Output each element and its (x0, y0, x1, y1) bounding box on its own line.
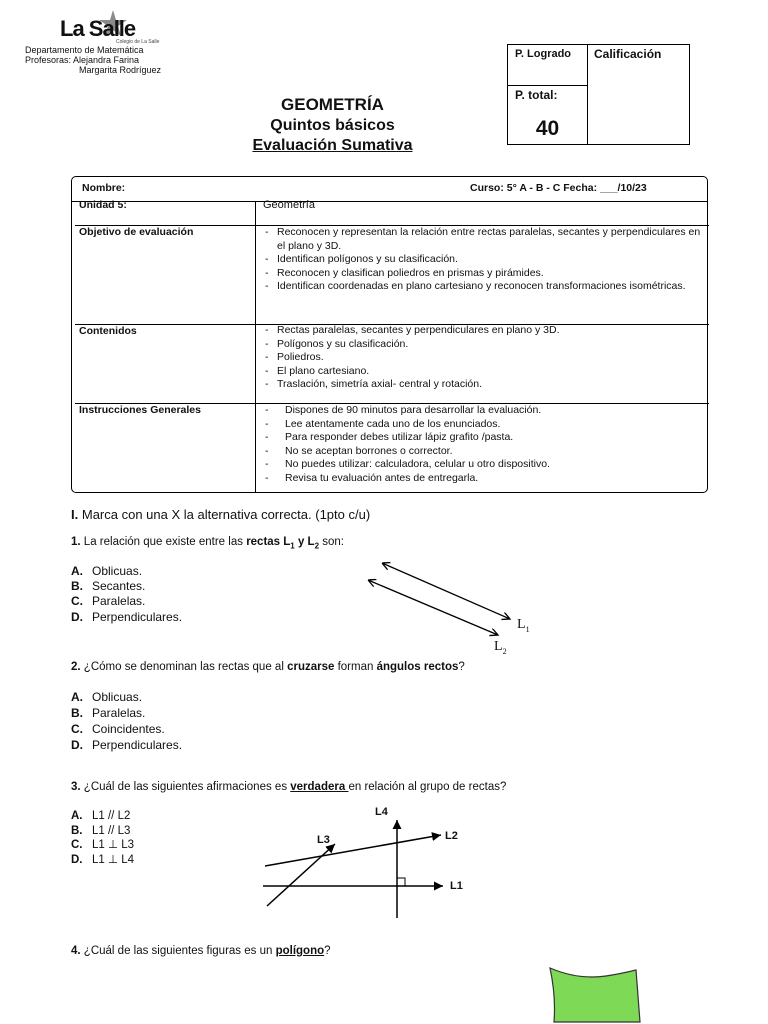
q1-options (71, 564, 182, 625)
option-b[interactable] (71, 824, 134, 839)
question-1 (71, 536, 344, 550)
section-heading (71, 507, 370, 522)
q4-text: ¿Cuál de las siguientes figuras es un (83, 945, 276, 957)
q3-options (71, 809, 134, 867)
label-l2: $L_2$ (494, 639, 507, 656)
option-b[interactable] (71, 705, 182, 721)
q1-bold2: y L (294, 536, 315, 548)
label-l2: L2 (445, 830, 458, 842)
option-a[interactable] (71, 809, 134, 824)
instructions-label: Instrucciones Generales (79, 404, 201, 416)
option-letter: B. (71, 706, 83, 720)
option-a[interactable] (71, 689, 182, 705)
content-item: - Traslación, simetría axial- central y rotación. (263, 378, 703, 392)
right-angle-mark (397, 878, 405, 886)
instructions-row (75, 403, 709, 492)
instruction-item: - Revisa tu evaluación antes de entregarla. (263, 472, 703, 486)
option-text: L1 // L3 (92, 824, 131, 837)
green-shape-figure (548, 966, 648, 1024)
q4-post: ? (324, 945, 331, 957)
option-letter: A. (71, 690, 83, 704)
content-item: - Poliedros. (263, 351, 703, 365)
q4-number: 4. (71, 945, 81, 957)
option-letter: B. (71, 824, 83, 837)
green-shape[interactable] (550, 968, 640, 1022)
q1-bold: rectas L (246, 536, 291, 548)
objective-item: - Reconocen y representan la relación entre rectas paralelas, secantes y perpendiculares en el plano y 3D. (263, 226, 703, 253)
objective-item: - Identifican coordenadas en plano cartesiano y reconocen transformaciones isométricas. (263, 280, 703, 294)
section-number: I. (71, 507, 79, 522)
option-text: Secantes. (92, 579, 146, 594)
score-achieved-label: P. Logrado (515, 48, 572, 60)
option-text: Oblicuas. (92, 564, 143, 578)
department-info (25, 45, 161, 75)
option-text: Paralelas. (92, 706, 146, 720)
option-letter: D. (71, 609, 83, 624)
option-text: L1 ⊥ L3 (92, 839, 134, 851)
unit-value: Geometría (263, 199, 315, 211)
section-text: Marca con una X la alternativa correcta. (1pto c/u) (81, 507, 371, 522)
lines-figure (255, 800, 475, 925)
q2-bold1: cruzarse (287, 661, 335, 673)
score-box (507, 44, 690, 145)
option-d[interactable] (71, 853, 134, 868)
q2-bold2: ángulos rectos (376, 661, 459, 673)
content-item: - El plano cartesiano. (263, 365, 703, 379)
objective-row (75, 225, 709, 325)
line-l1 (382, 563, 510, 619)
label-l3: L3 (317, 834, 330, 846)
option-letter: D. (71, 853, 83, 866)
teachers: Profesoras: Alejandra Farina (25, 55, 140, 65)
q3-number: 3. (71, 781, 81, 793)
option-text: L1 // L2 (92, 810, 131, 822)
option-text: Perpendiculares. (92, 609, 183, 624)
unit-label: Unidad 5: (79, 199, 127, 211)
content-item: - Polígonos y su clasificación. (263, 338, 703, 352)
school-logo (20, 6, 190, 50)
option-letter: C. (71, 839, 83, 851)
question-3 (71, 781, 506, 793)
q2-mid: forman (334, 661, 377, 673)
q1-sub1: 1 (290, 541, 295, 551)
title-subject: GEOMETRÍA (281, 95, 384, 114)
q3-text: ¿Cuál de las siguientes afirmaciones es (83, 781, 291, 793)
info-table (71, 176, 708, 493)
name-field[interactable]: Nombre: (82, 182, 126, 194)
parallel-lines-figure (360, 555, 550, 655)
option-b[interactable] (71, 579, 182, 594)
instruction-item: - No se aceptan borrones o corrector. (263, 445, 703, 459)
option-letter: B. (71, 579, 83, 594)
question-4 (71, 945, 331, 957)
option-c[interactable] (71, 721, 182, 737)
q1-post: son: (319, 536, 344, 548)
option-letter: A. (71, 564, 83, 578)
objective-item: - Reconocen y clasifican poliedros en prismas y pirámides. (263, 267, 703, 281)
title-grade: Quintos básicos (270, 117, 395, 134)
q3-bold: verdadera (290, 781, 349, 793)
label-l1: $L_1$ (517, 617, 530, 634)
logo-text: La Salle (60, 16, 136, 41)
q2-text: ¿Cómo se denominan las rectas que al (83, 661, 288, 673)
label-l4: L4 (375, 806, 388, 818)
department-name: Departamento de Matemática (25, 45, 144, 55)
course-date-field: Curso: 5° A - B - C Fecha: ___/10/23 (470, 182, 647, 194)
objective-label: Objetivo de evaluación (79, 226, 194, 238)
q1-sub2: 2 (314, 541, 320, 551)
instruction-item: - Para responder debes utilizar lápiz grafito /pasta. (263, 431, 703, 445)
option-letter: D. (71, 738, 83, 752)
q4-bold: polígono (275, 945, 325, 957)
option-text: Oblicuas. (92, 690, 143, 704)
line-l3 (267, 844, 335, 906)
option-text: Coincidentes. (92, 722, 165, 736)
instruction-item: - Lee atentamente cada uno de los enunciados. (263, 418, 703, 432)
option-a[interactable] (71, 564, 182, 579)
instruction-item: - Dispones de 90 minutos para desarrollar la evaluación. (263, 404, 703, 418)
instruction-item: - No puedes utilizar: calculadora, celular u otro dispositivo. (263, 458, 703, 472)
unit-row (75, 201, 709, 226)
q1-text: La relación que existe entre las (83, 536, 247, 548)
option-letter: C. (71, 722, 83, 736)
label-l1: L1 (450, 880, 463, 892)
line-l2 (265, 835, 441, 866)
option-c[interactable] (71, 838, 134, 853)
objective-item: - Identifican polígonos y su clasificación. (263, 253, 703, 267)
option-text: L1 ⊥ L4 (92, 853, 134, 866)
logo-subtitle: Colegio de La Salle (116, 39, 160, 45)
title-eval: Evaluación Sumativa (252, 137, 413, 154)
option-c[interactable] (71, 594, 182, 609)
q3-post: en relación al grupo de rectas? (348, 781, 507, 793)
option-text: Perpendiculares. (92, 738, 183, 752)
q2-options (71, 689, 182, 753)
q1-number: 1. (71, 536, 81, 548)
teacher-2: Margarita Rodríguez (79, 65, 162, 75)
option-letter: C. (71, 594, 83, 609)
option-letter: A. (71, 810, 83, 822)
q2-post: ? (458, 661, 465, 673)
question-2 (71, 661, 465, 673)
contents-label: Contenidos (79, 325, 137, 337)
page-title (200, 94, 465, 156)
line-l2 (368, 580, 498, 635)
option-text: Paralelas. (92, 594, 146, 609)
q2-number: 2. (71, 661, 81, 673)
contents-row (75, 324, 709, 404)
option-d[interactable] (71, 610, 182, 625)
score-total: 40 (535, 117, 560, 140)
option-d[interactable] (71, 737, 182, 753)
content-item: - Rectas paralelas, secantes y perpendiculares en plano y 3D. (263, 324, 703, 338)
grade-label: Calificación (594, 47, 662, 61)
score-total-label: P. total: (515, 88, 558, 102)
